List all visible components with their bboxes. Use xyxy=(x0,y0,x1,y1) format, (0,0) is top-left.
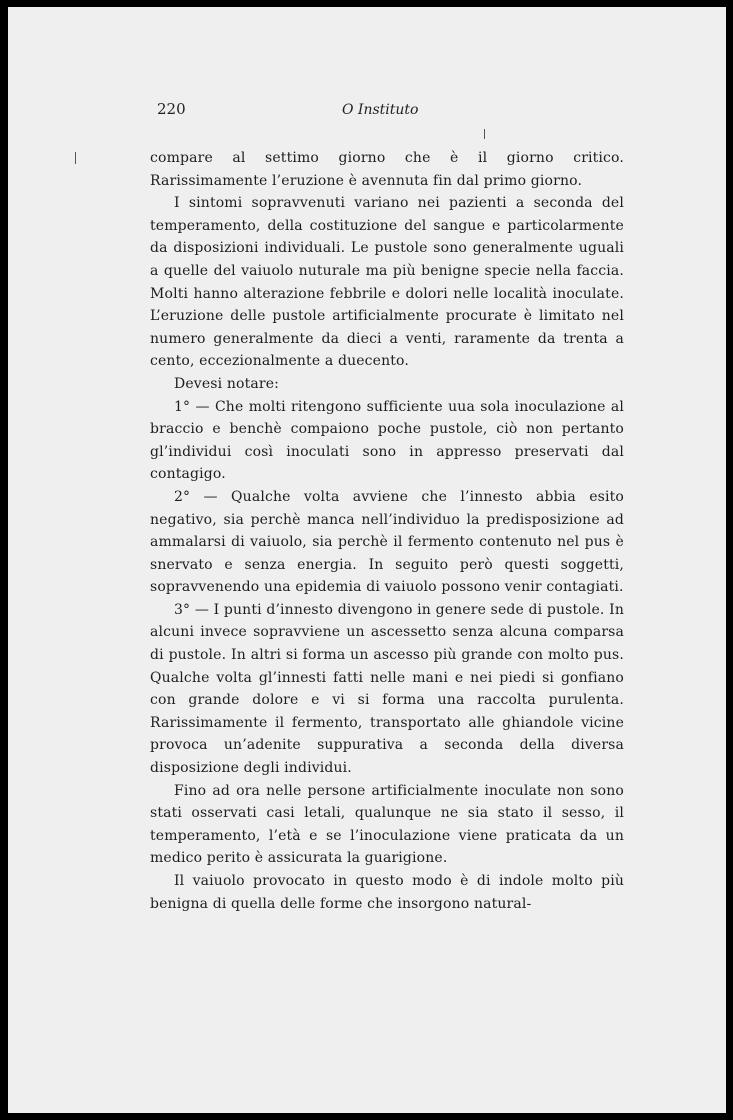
paragraph-continuation: compare al settimo giorno che è il giorno critico. Rarissimamente l’eruzione è avennuta fin dal primo giorno. xyxy=(150,150,624,189)
paragraph-benign-form: Il vaiuolo provocato in questo modo è di indole molto più benigna di quella delle forme che insorgono natural- xyxy=(150,873,624,912)
paragraph-no-lethal-cases: Fino ad ora nelle persone artificialmente inoculate non sono stati osservati casi letali, qualunque ne sia stato il sesso, il temperamento, l’età e se l’inoculazione viene praticata da un medico perito è assicurata la guarigione. xyxy=(150,782,624,867)
paragraph-symptoms: I sintomi sopravvenuti variano nei pazienti a seconda del temperamento, della costituzione del sangue e particolarmente da disposizioni individuali. Le pustole sono generalmente uguali a quelle del vaiuolo nuturale ma più benigne specie nella faccia. Molti hanno alterazione febbrile e dolori nelle località inoculate. L’eruzione delle pustole artificialmente procurate è limitato nel numero generalmente da dieci a venti, raramente da trenta a cento, eccezionalmente a duecento. xyxy=(150,195,624,370)
paragraph-point-1: 1° — Che molti ritengono sufficiente uua sola inoculazione al braccio e benchè compaiono poche pustole, ciò non pertanto gl’individui così inoculati sono in appresso preservati dal contagigo. xyxy=(150,398,624,483)
paragraph-point-3: 3° — I punti d’innesto divengono in genere sede di pustole. In alcuni invece sopravviene un ascessetto senza alcuna comparsa di pustole. In altri si forma un ascesso più grande con molto pus. Qualche volta gl’innesti fatti nelle mani e nei piedi si gonfiano con grande dolore e vi si forma una raccolta purulenta. Rarissimamente il fermento, transportato alle ghiandole vicine provoca un’adenite suppurativa a seconda della diversa disposizione degli individui. xyxy=(150,601,624,777)
text-tick-mark xyxy=(484,129,485,139)
page-header xyxy=(157,100,622,124)
running-title: O Instituto xyxy=(342,102,419,118)
body-text xyxy=(150,147,624,915)
margin-tick-mark xyxy=(75,152,76,164)
page-number: 220 xyxy=(157,100,186,118)
paragraph-devesi-notare: Devesi notare: xyxy=(174,375,280,392)
paragraph-point-2: 2° — Qualche volta avviene che l’innesto abbia esito negativo, sia perchè manca nell’individuo la predisposizione ad ammalarsi di vaiuolo, sia perchè il fermento contenuto nel pus è snervato e senza energia. In seguito però questi soggetti, sopravvenendo una epidemia di vaiuolo possono venir contagiati. xyxy=(150,488,624,596)
